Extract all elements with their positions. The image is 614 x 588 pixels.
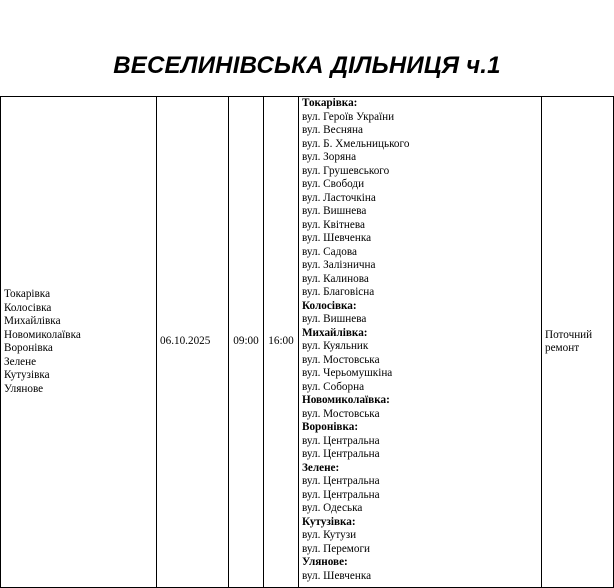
date-cell: 06.10.2025 — [157, 97, 229, 588]
street-name: вул. Вишнева — [302, 313, 367, 325]
street-name: вул. Соборна — [302, 380, 365, 393]
street-name: вул. Центральна — [302, 448, 380, 460]
street-name: вул. Вишнева — [302, 205, 367, 217]
locality-name: Новомиколаївка — [4, 328, 81, 341]
street-name: вул. Центральна — [302, 475, 380, 487]
street-name: вул. Залізнична — [302, 259, 376, 271]
village-heading: Кутузівка: — [302, 515, 356, 528]
street-name: вул. Б. Хмельницького — [302, 137, 410, 150]
end-time-cell: 16:00 — [264, 97, 299, 588]
street-name: вул. Зоряна — [302, 151, 357, 163]
street-name: вул. Черьомушкіна — [302, 367, 393, 379]
localities-cell — [1, 97, 157, 588]
locality-name: Воронівка — [4, 342, 53, 354]
village-heading: Новомиколаївка: — [302, 394, 390, 406]
street-name: вул. Калинова — [302, 272, 369, 285]
village-heading: Улянове: — [302, 556, 348, 568]
page-title: ВЕСЕЛИНІВСЬКА ДІЛЬНИЦЯ ч.1 — [113, 52, 501, 79]
reason-text: ремонт — [545, 342, 580, 354]
street-name: вул. Благовісна — [302, 286, 375, 298]
start-time-cell: 09:00 — [229, 97, 264, 588]
table-row — [1, 97, 614, 588]
locality-name: Колосівка — [4, 301, 52, 314]
outage-schedule-table — [0, 96, 614, 588]
street-name: вул. Перемоги — [302, 542, 371, 555]
street-name: вул. Грушевського — [302, 164, 390, 177]
street-name: вул. Центральна — [302, 488, 380, 501]
street-name: вул. Одеська — [302, 502, 363, 514]
streets-cell — [299, 97, 542, 588]
street-name: вул. Куяльник — [302, 340, 369, 352]
street-name: вул. Мостовська — [302, 407, 380, 420]
street-name: вул. Шевченка — [302, 232, 372, 244]
street-name: вул. Кутузи — [302, 529, 357, 541]
village-heading: Зелене: — [302, 461, 340, 474]
village-heading: Колосівка: — [302, 299, 357, 312]
village-heading: Воронівка: — [302, 421, 359, 433]
street-name: вул. Центральна — [302, 434, 380, 447]
street-name: вул. Свободи — [302, 178, 365, 190]
street-name: вул. Весняна — [302, 124, 363, 136]
locality-name: Михайлівка — [4, 315, 61, 327]
reason-text: Поточний — [545, 328, 593, 341]
locality-name: Улянове — [4, 382, 44, 395]
village-heading: Михайлівка: — [302, 326, 368, 339]
street-name: вул. Шевченка — [302, 569, 372, 582]
street-name: вул. Ласточкіна — [302, 191, 376, 204]
street-name: вул. Героїв України — [302, 110, 395, 123]
village-heading: Токарівка: — [302, 97, 358, 109]
street-name: вул. Мостовська — [302, 353, 380, 366]
street-name: вул. Квітнева — [302, 218, 365, 231]
locality-name: Токарівка — [4, 288, 51, 300]
locality-name: Кутузівка — [4, 369, 50, 381]
locality-name: Зелене — [4, 355, 37, 368]
reason-cell — [542, 97, 614, 588]
street-name: вул. Садова — [302, 245, 357, 258]
